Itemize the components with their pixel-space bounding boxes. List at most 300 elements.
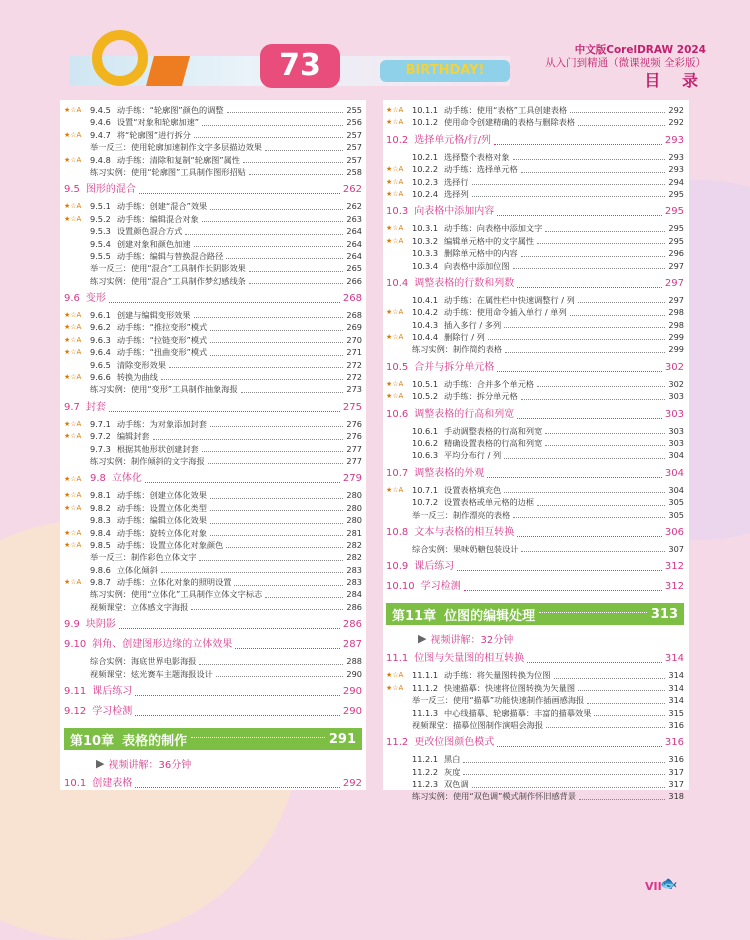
entry-title: 向表格中添加位图 bbox=[444, 260, 510, 271]
toc-entry[interactable] bbox=[386, 719, 684, 731]
star-rating-icon: ★☆A bbox=[64, 155, 82, 164]
toc-entry[interactable] bbox=[386, 235, 684, 247]
entry-number: 10.6.2 bbox=[412, 438, 439, 449]
entry-title: 动手练：创建“混合”效果 bbox=[116, 201, 208, 212]
toc-entry[interactable] bbox=[64, 262, 362, 274]
section-number: 10.9 bbox=[386, 561, 409, 573]
section-title: 文本与表格的相互转换 bbox=[414, 526, 515, 538]
section-page: 306 bbox=[664, 526, 684, 538]
toc-right-column bbox=[386, 104, 684, 803]
toc-entry[interactable] bbox=[386, 707, 684, 719]
video-duration bbox=[386, 629, 684, 647]
section-title: 封套 bbox=[85, 401, 106, 413]
entry-title: 动手练：“拉链变形”模式 bbox=[116, 334, 208, 345]
toc-entry[interactable] bbox=[64, 334, 362, 346]
dot-leader bbox=[227, 112, 344, 113]
entry-title: 练习实例：使用“轮廓图”工具制作图形招贴 bbox=[90, 166, 246, 177]
toc-entry[interactable] bbox=[386, 104, 684, 116]
entry-page: 318 bbox=[668, 791, 684, 802]
dot-leader bbox=[513, 268, 666, 269]
entry-page: 299 bbox=[668, 344, 684, 355]
toc-entry[interactable] bbox=[386, 116, 684, 128]
entry-number: 11.1.1 bbox=[412, 670, 439, 681]
entry-page: 255 bbox=[346, 104, 362, 115]
dot-leader bbox=[194, 246, 344, 247]
toc-section[interactable] bbox=[64, 776, 362, 792]
entry-page: 264 bbox=[346, 226, 362, 237]
star-rating-icon: ★☆A bbox=[386, 177, 404, 186]
entry-number: 10.2.3 bbox=[412, 176, 439, 187]
entry-page: 280 bbox=[346, 515, 362, 526]
entry-page: 286 bbox=[346, 601, 362, 612]
toc-entry[interactable] bbox=[64, 250, 362, 262]
toc-entry[interactable] bbox=[386, 222, 684, 234]
dot-leader bbox=[135, 787, 340, 788]
chapter-number: 第11章 bbox=[392, 608, 437, 624]
toc-section[interactable] bbox=[386, 133, 684, 149]
video-duration-label: 视频讲解：32分钟 bbox=[430, 634, 514, 646]
entry-title: 创建对象和颜色加速 bbox=[116, 238, 191, 249]
entry-page: 316 bbox=[668, 719, 684, 730]
dot-leader bbox=[109, 411, 340, 412]
dot-leader bbox=[539, 612, 647, 613]
entry-title: 综合实例：果味奶糖包装设计 bbox=[412, 543, 519, 554]
dot-leader bbox=[463, 762, 665, 763]
star-rating-icon: ★☆A bbox=[64, 503, 82, 512]
entry-page: 315 bbox=[668, 707, 684, 718]
entry-title: 动手练：使用“表格”工具创建表格 bbox=[444, 104, 568, 115]
toc-entry[interactable] bbox=[64, 213, 362, 225]
toc-entry[interactable] bbox=[64, 576, 362, 588]
dot-leader bbox=[570, 315, 666, 316]
toc-entry[interactable] bbox=[64, 564, 362, 576]
entry-page: 317 bbox=[668, 766, 684, 777]
toc-entry[interactable] bbox=[64, 589, 362, 601]
toc-entry[interactable] bbox=[386, 260, 684, 272]
entry-title: 精确设置表格的行高和列宽 bbox=[444, 438, 543, 449]
entry-title: 动手练：设置立体化类型 bbox=[116, 502, 207, 513]
toc-section[interactable] bbox=[386, 466, 684, 482]
entry-number: 10.3.4 bbox=[412, 260, 439, 271]
dot-leader bbox=[554, 678, 666, 679]
dot-leader bbox=[497, 215, 662, 216]
entry-page: 264 bbox=[346, 250, 362, 261]
chapter-page: 291 bbox=[328, 731, 356, 747]
entry-title: 举一反三：使用“描摹”功能快速制作插画感海报 bbox=[412, 695, 585, 706]
entry-page: 264 bbox=[346, 238, 362, 249]
toc-entry[interactable] bbox=[386, 378, 684, 390]
toc-entry[interactable] bbox=[386, 306, 684, 318]
toc-section[interactable] bbox=[386, 360, 684, 376]
entry-title: 动手练：“推拉变形”模式 bbox=[116, 322, 208, 333]
entry-title: 举一反三：制作彩色立体文字 bbox=[90, 552, 197, 563]
page-number: VII bbox=[645, 880, 662, 893]
toc-entry[interactable] bbox=[64, 104, 362, 116]
section-page: 304 bbox=[664, 467, 684, 479]
dot-leader bbox=[153, 439, 344, 440]
star-rating-icon: ★☆A bbox=[386, 308, 404, 317]
dot-leader bbox=[202, 451, 344, 452]
toc-entry[interactable] bbox=[386, 247, 684, 259]
entry-page: 280 bbox=[346, 490, 362, 501]
section-page: 312 bbox=[664, 561, 684, 573]
dot-leader bbox=[202, 221, 344, 222]
section-title: 学习检测 bbox=[92, 706, 133, 718]
toc-entry[interactable] bbox=[64, 655, 362, 667]
entry-title: 动手练：编辑立体化效果 bbox=[116, 515, 207, 526]
toc-section[interactable] bbox=[386, 651, 684, 667]
star-rating-icon: ★☆A bbox=[64, 130, 82, 139]
entry-title: 编辑封套 bbox=[116, 431, 150, 442]
yellow-ring-decoration bbox=[92, 30, 148, 86]
dot-leader bbox=[191, 737, 325, 738]
toc-entry[interactable] bbox=[64, 309, 362, 321]
toc-entry[interactable] bbox=[64, 166, 362, 178]
entry-page: 268 bbox=[346, 310, 362, 321]
dot-leader bbox=[161, 572, 344, 573]
entry-page: 271 bbox=[346, 347, 362, 358]
toc-entry[interactable] bbox=[386, 766, 684, 778]
entry-page: 296 bbox=[668, 248, 684, 259]
toc-entry[interactable] bbox=[386, 163, 684, 175]
entry-number: 9.5.4 bbox=[90, 238, 111, 249]
star-rating-icon: ★☆A bbox=[386, 224, 404, 233]
entry-title: 平均分布行 / 列 bbox=[444, 450, 502, 461]
entry-title: 举一反三：制作漂亮的表格 bbox=[412, 509, 511, 520]
toc-entry[interactable] bbox=[64, 129, 362, 141]
entry-title: 举一反三：使用“混合”工具制作长阴影效果 bbox=[90, 263, 246, 274]
section-title: 更改位图颜色模式 bbox=[414, 737, 495, 749]
contents-heading: 目 录 bbox=[644, 71, 706, 90]
entry-number: 9.8.4 bbox=[90, 527, 111, 538]
dot-leader bbox=[243, 162, 343, 163]
star-rating-icon: ★☆A bbox=[64, 323, 82, 332]
dot-leader bbox=[578, 302, 666, 303]
toc-entry[interactable] bbox=[64, 154, 362, 166]
toc-entry[interactable] bbox=[386, 543, 684, 555]
toc-section[interactable] bbox=[64, 182, 362, 198]
entry-page: 262 bbox=[346, 201, 362, 212]
toc-entry[interactable] bbox=[64, 418, 362, 430]
toc-section[interactable] bbox=[386, 276, 684, 292]
chapter-title: 位图的编辑处理 bbox=[444, 608, 536, 624]
entry-title: 选择列 bbox=[444, 188, 469, 199]
entry-number: 9.5.2 bbox=[90, 213, 111, 224]
entry-number: 9.4.8 bbox=[90, 154, 111, 165]
toc-section[interactable] bbox=[64, 291, 362, 307]
toc-entry[interactable] bbox=[64, 371, 362, 383]
toc-section[interactable] bbox=[386, 525, 684, 541]
toc-entry[interactable] bbox=[64, 443, 362, 455]
dot-leader bbox=[199, 560, 343, 561]
toc-section[interactable] bbox=[386, 735, 684, 751]
toc-entry[interactable] bbox=[64, 514, 362, 526]
dot-leader bbox=[161, 379, 344, 380]
toc-entry[interactable] bbox=[64, 527, 362, 539]
section-number: 10.3 bbox=[386, 206, 409, 218]
section-page: 279 bbox=[342, 473, 362, 485]
book-subtitle: 从入门到精通（微课视频 全彩版） bbox=[545, 57, 706, 69]
toc-entry[interactable] bbox=[64, 601, 362, 613]
entry-title: 设置颜色混合方式 bbox=[116, 226, 183, 237]
dot-leader bbox=[216, 676, 344, 677]
entry-page: 257 bbox=[346, 154, 362, 165]
entry-title: 灰度 bbox=[444, 766, 461, 777]
dot-leader bbox=[194, 317, 344, 318]
section-page: 275 bbox=[342, 401, 362, 413]
toc-entry[interactable] bbox=[64, 321, 362, 333]
entry-title: 动手练：编辑与替换混合路径 bbox=[116, 250, 224, 261]
dot-leader bbox=[578, 125, 665, 126]
toc-entry[interactable] bbox=[386, 343, 684, 355]
section-page: 314 bbox=[664, 653, 684, 665]
birthday-lettering-decoration: BIRTHDAY! bbox=[380, 60, 510, 82]
toc-entry[interactable] bbox=[386, 682, 684, 694]
toc-section[interactable] bbox=[386, 204, 684, 220]
dot-leader bbox=[537, 505, 665, 506]
toc-entry[interactable] bbox=[64, 275, 362, 287]
entry-page: 304 bbox=[668, 484, 684, 495]
toc-entry[interactable] bbox=[386, 509, 684, 521]
entry-title: 删除行 / 列 bbox=[444, 332, 485, 343]
star-rating-icon: ★☆A bbox=[386, 683, 404, 692]
toc-section[interactable] bbox=[64, 704, 362, 720]
chapter-header[interactable] bbox=[386, 603, 684, 625]
entry-page: 302 bbox=[668, 378, 684, 389]
entry-title: 视频课堂：立体感文字海报 bbox=[90, 601, 189, 612]
entry-title: 练习实例：制作倾斜的文字海报 bbox=[90, 455, 205, 466]
star-rating-icon: ★☆A bbox=[64, 335, 82, 344]
toc-entry[interactable] bbox=[386, 294, 684, 306]
toc-entry[interactable] bbox=[386, 176, 684, 188]
dot-leader bbox=[517, 287, 662, 288]
toc-section[interactable] bbox=[386, 559, 684, 575]
toc-section[interactable] bbox=[64, 617, 362, 633]
dot-leader bbox=[513, 159, 666, 160]
dot-leader bbox=[521, 551, 665, 552]
toc-entry[interactable] bbox=[64, 141, 362, 153]
entry-page: 290 bbox=[346, 668, 362, 679]
section-title: 斜角、创建图形边缘的立体效果 bbox=[92, 639, 233, 651]
dot-leader bbox=[488, 339, 666, 340]
section-title: 位图与矢量图的相互转换 bbox=[414, 653, 525, 665]
section-title: 向表格中添加内容 bbox=[414, 206, 495, 218]
toc-entry[interactable] bbox=[386, 484, 684, 496]
toc-entry[interactable] bbox=[386, 449, 684, 461]
entry-number: 11.2.2 bbox=[412, 766, 439, 777]
section-title: 学习检测 bbox=[420, 581, 461, 593]
toc-entry[interactable] bbox=[64, 455, 362, 467]
toc-section[interactable] bbox=[386, 407, 684, 423]
toc-section[interactable] bbox=[64, 684, 362, 700]
star-rating-icon: ★☆A bbox=[64, 540, 82, 549]
dot-leader bbox=[546, 727, 665, 728]
toc-entry[interactable] bbox=[386, 669, 684, 681]
entry-title: 视频课堂：描摹位图制作演唱会海报 bbox=[412, 719, 544, 730]
dot-leader bbox=[497, 746, 662, 747]
toc-entry[interactable] bbox=[64, 668, 362, 680]
star-rating-icon: ★☆A bbox=[64, 475, 82, 484]
toc-entry[interactable] bbox=[386, 151, 684, 163]
entry-number: 10.2.1 bbox=[412, 151, 439, 162]
entry-number: 11.2.3 bbox=[412, 779, 439, 790]
toc-section[interactable] bbox=[386, 579, 684, 595]
dot-leader bbox=[235, 648, 340, 649]
entry-number: 10.7.2 bbox=[412, 497, 439, 508]
star-rating-icon: ★☆A bbox=[64, 214, 82, 223]
section-number: 10.10 bbox=[386, 581, 415, 593]
star-rating-icon: ★☆A bbox=[64, 202, 82, 211]
entry-page: 299 bbox=[668, 332, 684, 343]
number-balloon-decoration: 73 bbox=[260, 44, 340, 88]
dot-leader bbox=[210, 498, 343, 499]
dot-leader bbox=[505, 352, 665, 353]
entry-page: 298 bbox=[668, 319, 684, 330]
toc-entry[interactable] bbox=[386, 791, 684, 803]
dot-leader bbox=[545, 445, 665, 446]
dot-leader bbox=[463, 774, 665, 775]
section-title: 调整表格的外观 bbox=[414, 467, 485, 479]
section-number: 9.8 bbox=[90, 473, 106, 485]
section-title: 块阴影 bbox=[85, 619, 116, 631]
dot-leader bbox=[249, 283, 344, 284]
entry-page: 284 bbox=[346, 589, 362, 600]
entry-page: 303 bbox=[668, 425, 684, 436]
entry-page: 277 bbox=[346, 455, 362, 466]
entry-number: 9.6.2 bbox=[90, 322, 111, 333]
chapter-header[interactable] bbox=[64, 728, 362, 750]
toc-section[interactable] bbox=[64, 471, 362, 487]
section-title: 调整表格的行高和列宽 bbox=[414, 408, 515, 420]
toc-entry[interactable] bbox=[64, 489, 362, 501]
toc-entry[interactable] bbox=[386, 425, 684, 437]
entry-page: 258 bbox=[346, 166, 362, 177]
book-title: 中文版CorelDRAW 2024 bbox=[574, 44, 706, 56]
entry-title: 设置表格填充色 bbox=[444, 484, 502, 495]
toc-entry[interactable] bbox=[64, 225, 362, 237]
toc-entry[interactable] bbox=[64, 346, 362, 358]
entry-title: 视频课堂：炫光赛车主题海报设计 bbox=[90, 668, 213, 679]
toc-entry[interactable] bbox=[386, 390, 684, 402]
entry-title: 动手练：选择单元格 bbox=[444, 164, 518, 175]
entry-number: 10.4.2 bbox=[412, 307, 439, 318]
dot-leader bbox=[191, 609, 343, 610]
entry-page: 280 bbox=[346, 502, 362, 513]
toc-entry[interactable] bbox=[386, 188, 684, 200]
entry-page: 257 bbox=[346, 142, 362, 153]
entry-number: 10.4.4 bbox=[412, 332, 439, 343]
toc-entry[interactable] bbox=[64, 383, 362, 395]
entry-title: 设置“对象和轮廓加速” bbox=[116, 117, 200, 128]
section-title: 课后练习 bbox=[414, 561, 455, 573]
entry-title: 转换为曲线 bbox=[116, 372, 158, 383]
dot-leader bbox=[265, 150, 343, 151]
section-number: 10.2 bbox=[386, 134, 409, 146]
entry-page: 272 bbox=[346, 359, 362, 370]
entry-title: 动手练：清除和复制“轮廓图”属性 bbox=[116, 154, 240, 165]
toc-entry[interactable] bbox=[386, 437, 684, 449]
dot-leader bbox=[578, 690, 665, 691]
toc-section[interactable] bbox=[64, 637, 362, 653]
entry-number: 9.8.3 bbox=[90, 515, 111, 526]
toc-entry[interactable] bbox=[64, 116, 362, 128]
entry-number: 9.6.5 bbox=[90, 359, 111, 370]
section-title: 立体化 bbox=[111, 473, 142, 485]
entry-number: 9.8.5 bbox=[90, 539, 111, 550]
dot-leader bbox=[517, 536, 662, 537]
entry-page: 305 bbox=[668, 509, 684, 520]
dot-leader bbox=[504, 492, 665, 493]
dot-leader bbox=[521, 172, 666, 173]
section-title: 课后练习 bbox=[92, 686, 133, 698]
entry-title: 动手练：在属性栏中快速调整行 / 列 bbox=[444, 294, 575, 305]
dot-leader bbox=[119, 628, 340, 629]
section-number: 10.6 bbox=[386, 408, 409, 420]
book-title-block bbox=[545, 44, 706, 92]
entry-title: 插入多行 / 多列 bbox=[444, 319, 502, 330]
entry-number: 10.3.2 bbox=[412, 235, 439, 246]
toc-entry[interactable] bbox=[64, 539, 362, 551]
dot-leader bbox=[472, 184, 666, 185]
entry-page: 276 bbox=[346, 418, 362, 429]
toc-entry[interactable] bbox=[64, 238, 362, 250]
entry-page: 292 bbox=[668, 104, 684, 115]
toc-entry[interactable] bbox=[386, 778, 684, 790]
toc-entry[interactable] bbox=[386, 319, 684, 331]
dot-leader bbox=[226, 258, 343, 259]
entry-number: 10.5.1 bbox=[412, 378, 439, 389]
dot-leader bbox=[545, 231, 665, 232]
toc-entry[interactable] bbox=[386, 496, 684, 508]
entry-page: 283 bbox=[346, 577, 362, 588]
star-rating-icon: ★☆A bbox=[386, 485, 404, 494]
star-rating-icon: ★☆A bbox=[386, 392, 404, 401]
toc-section[interactable] bbox=[64, 400, 362, 416]
section-page: 293 bbox=[664, 134, 684, 146]
toc-entry[interactable] bbox=[64, 430, 362, 442]
dot-leader bbox=[210, 535, 343, 536]
section-number: 11.1 bbox=[386, 653, 409, 665]
entry-number: 10.5.2 bbox=[412, 391, 439, 402]
star-rating-icon: ★☆A bbox=[386, 118, 404, 127]
toc-entry[interactable] bbox=[64, 502, 362, 514]
entry-title: 黑白 bbox=[444, 754, 461, 765]
section-number: 9.7 bbox=[64, 401, 80, 413]
toc-entry[interactable] bbox=[386, 331, 684, 343]
fish-icon: 🐟 bbox=[660, 876, 678, 892]
entry-number: 9.8.1 bbox=[90, 490, 111, 501]
toc-entry[interactable] bbox=[64, 200, 362, 212]
entry-page: 297 bbox=[668, 260, 684, 271]
section-number: 10.7 bbox=[386, 467, 409, 479]
toc-entry[interactable] bbox=[64, 551, 362, 563]
entry-number: 9.5.5 bbox=[90, 250, 111, 261]
toc-entry[interactable] bbox=[386, 694, 684, 706]
toc-entry[interactable] bbox=[386, 753, 684, 765]
entry-number: 10.4.3 bbox=[412, 319, 439, 330]
entry-page: 295 bbox=[668, 235, 684, 246]
entry-title: 动手练：拆分单元格 bbox=[444, 391, 518, 402]
dot-leader bbox=[594, 715, 665, 716]
dot-leader bbox=[521, 399, 666, 400]
entry-number: 9.6.3 bbox=[90, 334, 111, 345]
dot-leader bbox=[145, 482, 340, 483]
entry-title: 练习实例：使用“双色调”模式制作怀旧感背景 bbox=[412, 791, 577, 802]
entry-page: 269 bbox=[346, 322, 362, 333]
dot-leader bbox=[249, 271, 344, 272]
toc-entry[interactable] bbox=[64, 359, 362, 371]
entry-number: 10.2.4 bbox=[412, 188, 439, 199]
